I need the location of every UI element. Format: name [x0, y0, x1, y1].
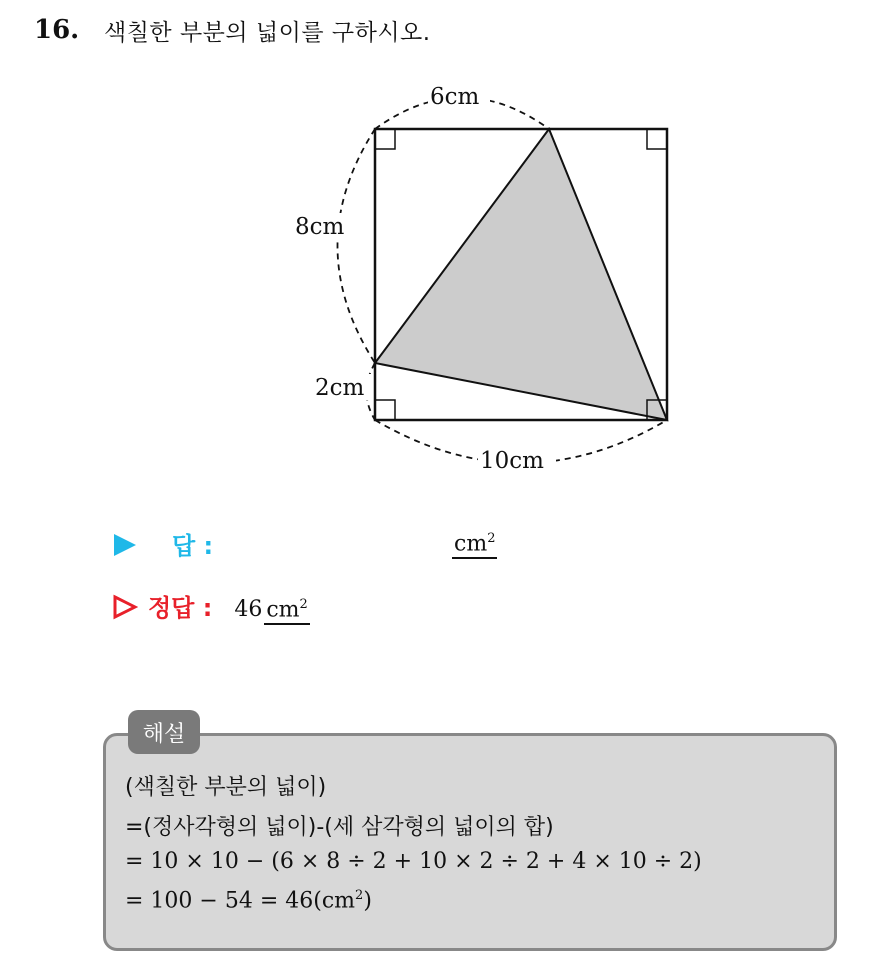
answer-arrow-icon — [112, 532, 138, 558]
correct-label: 정답 : — [148, 594, 213, 622]
correct-answer-row — [112, 588, 310, 625]
right-angle-mark-bottom-left — [375, 400, 395, 420]
correct-value: 46 — [234, 597, 263, 622]
right-angle-mark-top-right — [647, 129, 667, 149]
shaded-triangle — [375, 129, 667, 420]
question-text: 색칠한 부분의 넓이를 구하시오. — [104, 19, 431, 46]
label-top-6cm: 6cm — [430, 84, 480, 110]
correct-arrow-icon — [112, 594, 138, 620]
solution-line-4: = $100 - 54 = 46(cm^2)$ — [125, 888, 372, 914]
right-angle-mark-top-left — [375, 129, 395, 149]
solution-tag: 해설 — [128, 710, 200, 754]
solution-line-3: = 10 × 10 − (6 × 8 ÷ 2 + 10 × 2 ÷ 2 + 4 × 10 ÷ 2) — [125, 849, 702, 874]
solution-line-2: =(정사각형의 넓이)-(세 삼각형의 넓이의 합) — [125, 815, 554, 840]
correct-unit: $cm^2$ — [264, 594, 309, 625]
label-left-2cm: 2cm — [315, 375, 365, 401]
answer-label: 답 : — [172, 532, 214, 560]
answer-unit: $cm^2$ — [452, 528, 497, 559]
label-bottom-10cm: 10cm — [480, 448, 544, 474]
answer-row — [112, 526, 213, 561]
answer-unit-blank[interactable] — [452, 528, 497, 559]
label-left-8cm: 8cm — [295, 214, 345, 240]
solution-line-1: (색칠한 부분의 넓이) — [125, 775, 327, 800]
dimension-arc-left — [338, 129, 376, 363]
solution-box — [103, 733, 837, 951]
question-number: 16. — [34, 15, 80, 45]
